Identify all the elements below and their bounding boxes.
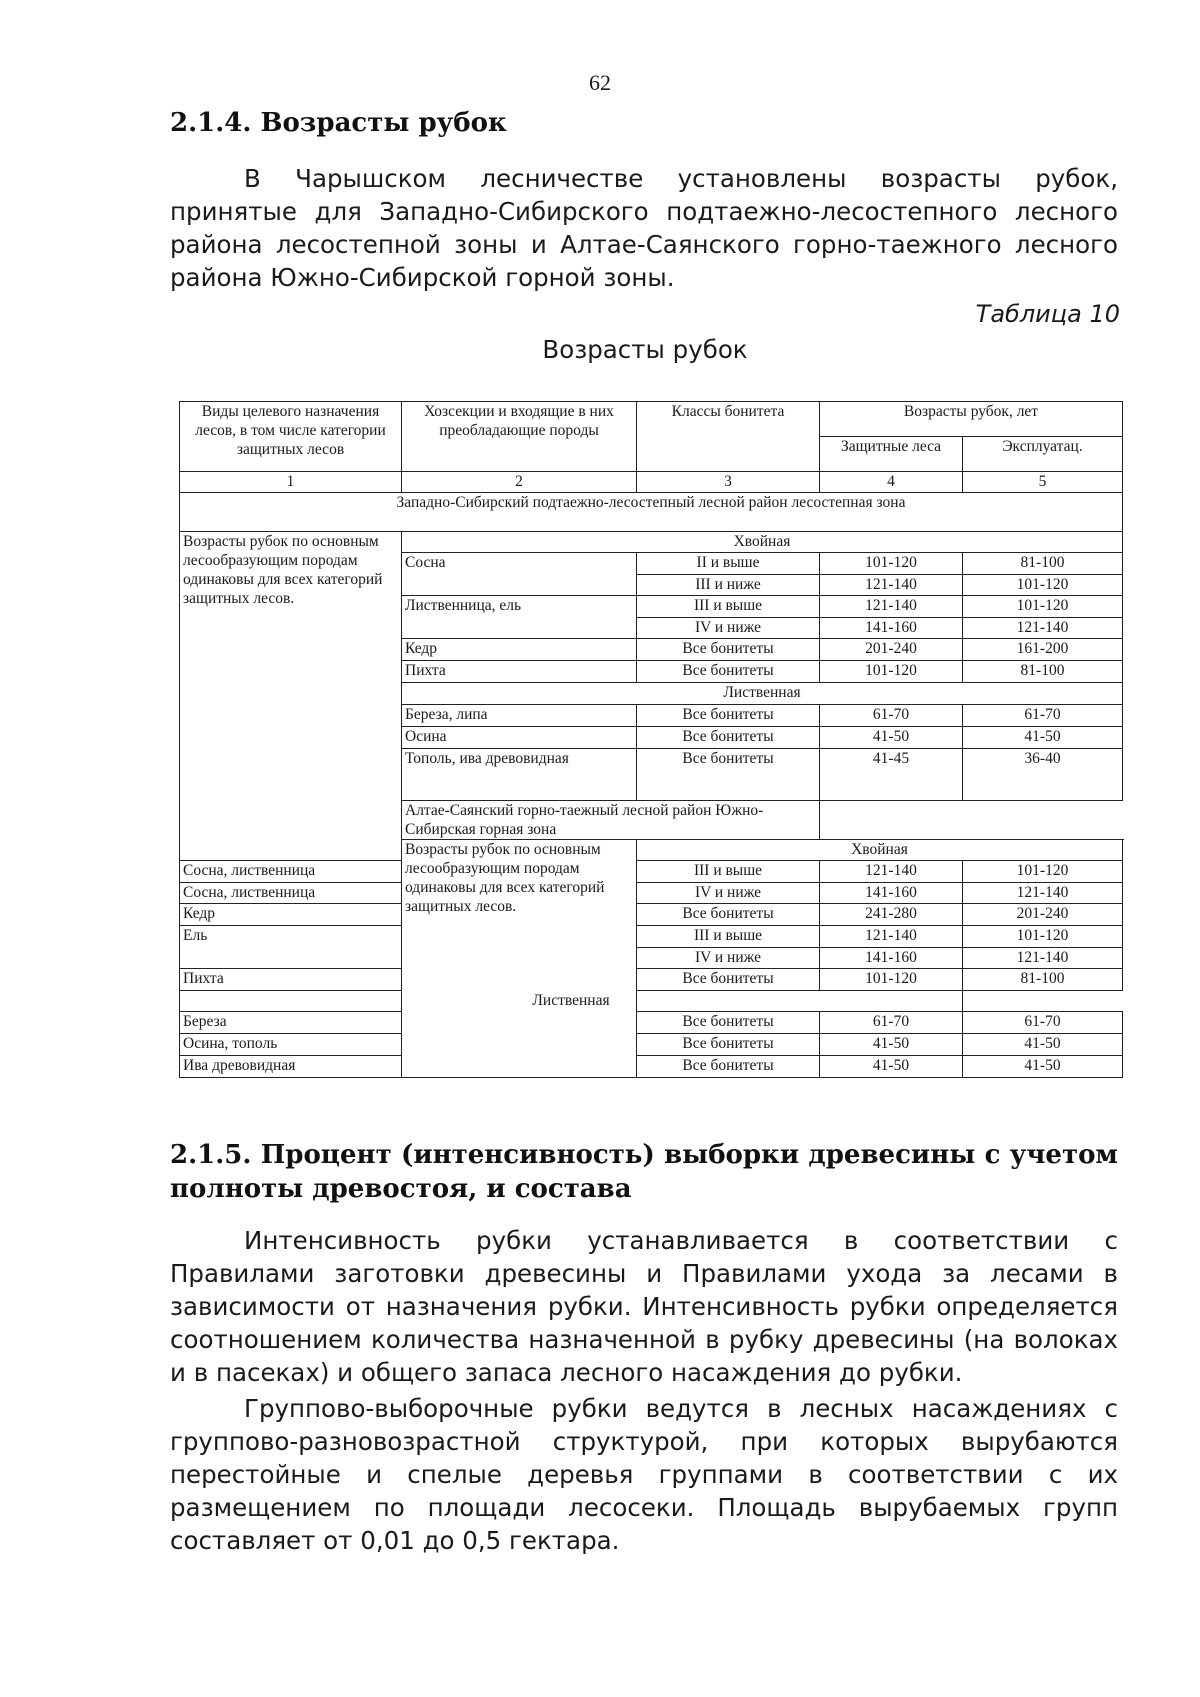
exploit-age-cell: 201-240 (963, 904, 1123, 926)
exploit-age-cell: 41-50 (963, 1056, 1123, 1078)
species-cell: Кедр (402, 639, 637, 661)
exploit-age-cell: 61-70 (963, 1012, 1123, 1034)
group-conifer: Хвойная (402, 532, 1123, 553)
col-number: 5 (963, 472, 1123, 493)
protective-age-cell: 141-160 (820, 883, 963, 904)
species-cell: Пихта (180, 969, 402, 991)
header-bonitet: Классы бонитета (637, 402, 820, 472)
bonitet-cell: III и выше (637, 861, 820, 883)
col-number: 2 (402, 472, 637, 493)
exploit-age-cell: 81-100 (963, 969, 1123, 991)
protective-age-cell: 41-50 (820, 1034, 963, 1056)
protective-age-cell: 241-280 (820, 904, 963, 926)
exploit-age-cell: 81-100 (963, 661, 1123, 683)
species-cell: Сосна, лиственница (180, 883, 402, 904)
header-cutting-ages: Возрасты рубок, лет (820, 402, 1123, 437)
protective-age-cell: 201-240 (820, 639, 963, 661)
col-number: 4 (820, 472, 963, 493)
bonitet-cell: III и выше (637, 926, 820, 948)
group-conifer: Хвойная (637, 840, 1123, 861)
protective-age-cell: 141-160 (820, 618, 963, 639)
exploit-age-cell: 101-120 (963, 861, 1123, 883)
bonitet-cell: Все бонитеты (637, 727, 820, 749)
exploit-age-cell: 61-70 (963, 705, 1123, 727)
zone-title-filler (820, 801, 1123, 840)
species-cell: Сосна, лиственница (180, 861, 402, 883)
protective-age-cell: 61-70 (820, 705, 963, 727)
species-cell: Пихта (402, 661, 637, 683)
species-cell: Кедр (180, 904, 402, 926)
exploit-age-cell: 121-140 (963, 883, 1123, 904)
section-heading-2-1-4: 2.1.4. Возрасты рубок (170, 108, 507, 138)
bonitet-cell: III и ниже (637, 575, 820, 596)
purpose-cell: Возрасты рубок по основным лесообразующим породам одинаковы для всех категорий защитных лесов. (402, 840, 637, 1078)
exploit-age-cell: 101-120 (963, 596, 1123, 618)
group-deciduous: Лиственная (180, 991, 963, 1012)
exploit-age-cell: 101-120 (963, 926, 1123, 948)
species-cell: Лиственница, ель (402, 596, 637, 639)
section-paragraph-intro: В Чарышском лесничестве установлены возрасты рубок, принятые для Западно-Сибирского подтаежно-лесостепного лесного района лесостепной зоны и Алтае-Саянского горно-таежного лесного района Южно-Сибирской горной зоны. (170, 164, 1118, 292)
header-exploitation: Эксплуатац. (963, 437, 1123, 472)
exploit-age-cell: 41-50 (963, 727, 1123, 749)
table-title: Возрасты рубок (542, 335, 748, 364)
species-cell: Осина (402, 727, 637, 749)
exploit-age-cell: 101-120 (963, 575, 1123, 596)
species-cell: Береза (180, 1012, 402, 1034)
zone-title: Алтае-Саянский горно-таежный лесной район Южно-Сибирская горная зона (402, 801, 820, 840)
bonitet-cell: III и выше (637, 596, 820, 618)
bonitet-cell: Все бонитеты (637, 1034, 820, 1056)
table-number: Таблица 10 (975, 300, 1120, 328)
bonitet-cell: Все бонитеты (637, 904, 820, 926)
exploit-age-cell: 121-140 (963, 948, 1123, 969)
species-cell: Осина, тополь (180, 1034, 402, 1056)
bonitet-cell: IV и ниже (637, 948, 820, 969)
protective-age-cell: 121-140 (820, 926, 963, 948)
exploit-age-cell: 161-200 (963, 639, 1123, 661)
exploit-age-cell: 121-140 (963, 618, 1123, 639)
protective-age-cell: 101-120 (820, 553, 963, 575)
protective-age-cell: 101-120 (820, 969, 963, 991)
species-cell: Тополь, ива древовидная (402, 749, 637, 801)
bonitet-cell: Все бонитеты (637, 661, 820, 683)
bonitet-cell: IV и ниже (637, 883, 820, 904)
exploit-age-cell: 81-100 (963, 553, 1123, 575)
bonitet-cell: Все бонитеты (637, 1056, 820, 1078)
section-heading-2-1-5: 2.1.5. Процент (интенсивность) выборки древесины с учетом полноты древостоя, и состава (170, 1140, 1118, 1204)
species-cell: Береза, липа (402, 705, 637, 727)
group-deciduous: Лиственная (402, 683, 1123, 705)
section-paragraph-group-cuttings: Группово-выборочные рубки ведутся в лесных насаждениях с группово-разновозрастной структурой, при которых вырубаются перестойные и спелые деревья группами в соответствии с их размещением по площади лесосеки. Площадь вырубаемых групп составляет от 0,01 до 0,5 гектара. (170, 1394, 1118, 1555)
species-cell: Ива древовидная (180, 1056, 402, 1078)
protective-age-cell: 121-140 (820, 596, 963, 618)
protective-age-cell: 41-50 (820, 1056, 963, 1078)
species-cell: Ель (180, 926, 402, 969)
zone-title: Западно-Сибирский подтаежно-лесостепный лесной район лесостепная зона (180, 493, 1123, 532)
header-protective: Защитные леса (820, 437, 963, 472)
cutting-ages-table (179, 401, 1123, 1078)
purpose-cell: Возрасты рубок по основным лесообразующим породам одинаковы для всех категорий защитных лесов. (180, 532, 402, 861)
species-cell: Сосна (402, 553, 637, 596)
header-species: Хозсекции и входящие в них преобладающие породы (402, 402, 637, 472)
page-number: 62 (589, 70, 611, 95)
protective-age-cell: 121-140 (820, 861, 963, 883)
bonitet-cell: Все бонитеты (637, 969, 820, 991)
exploit-age-cell: 41-50 (963, 1034, 1123, 1056)
protective-age-cell: 141-160 (820, 948, 963, 969)
protective-age-cell: 121-140 (820, 575, 963, 596)
header-purpose: Виды целевого назначения лесов, в том числе категории защитных лесов (180, 402, 402, 472)
exploit-age-cell: 36-40 (963, 749, 1123, 801)
protective-age-cell: 61-70 (820, 1012, 963, 1034)
bonitet-cell: Все бонитеты (637, 639, 820, 661)
protective-age-cell: 101-120 (820, 661, 963, 683)
col-number: 3 (637, 472, 820, 493)
protective-age-cell: 41-45 (820, 749, 963, 801)
bonitet-cell: II и выше (637, 553, 820, 575)
bonitet-cell: Все бонитеты (637, 1012, 820, 1034)
section-paragraph-intensity: Интенсивность рубки устанавливается в соответствии с Правилами заготовки древесины и Правилами ухода за лесами в зависимости от назначения рубки. Интенсивность рубки определяется соотношением количества назначенной в рубку древесины (на волоках и в пасеках) и общего запаса лесного насаждения до рубки. (170, 1226, 1118, 1387)
bonitet-cell: IV и ниже (637, 618, 820, 639)
bonitet-cell: Все бонитеты (637, 749, 820, 801)
protective-age-cell: 41-50 (820, 727, 963, 749)
col-number: 1 (180, 472, 402, 493)
bonitet-cell: Все бонитеты (637, 705, 820, 727)
